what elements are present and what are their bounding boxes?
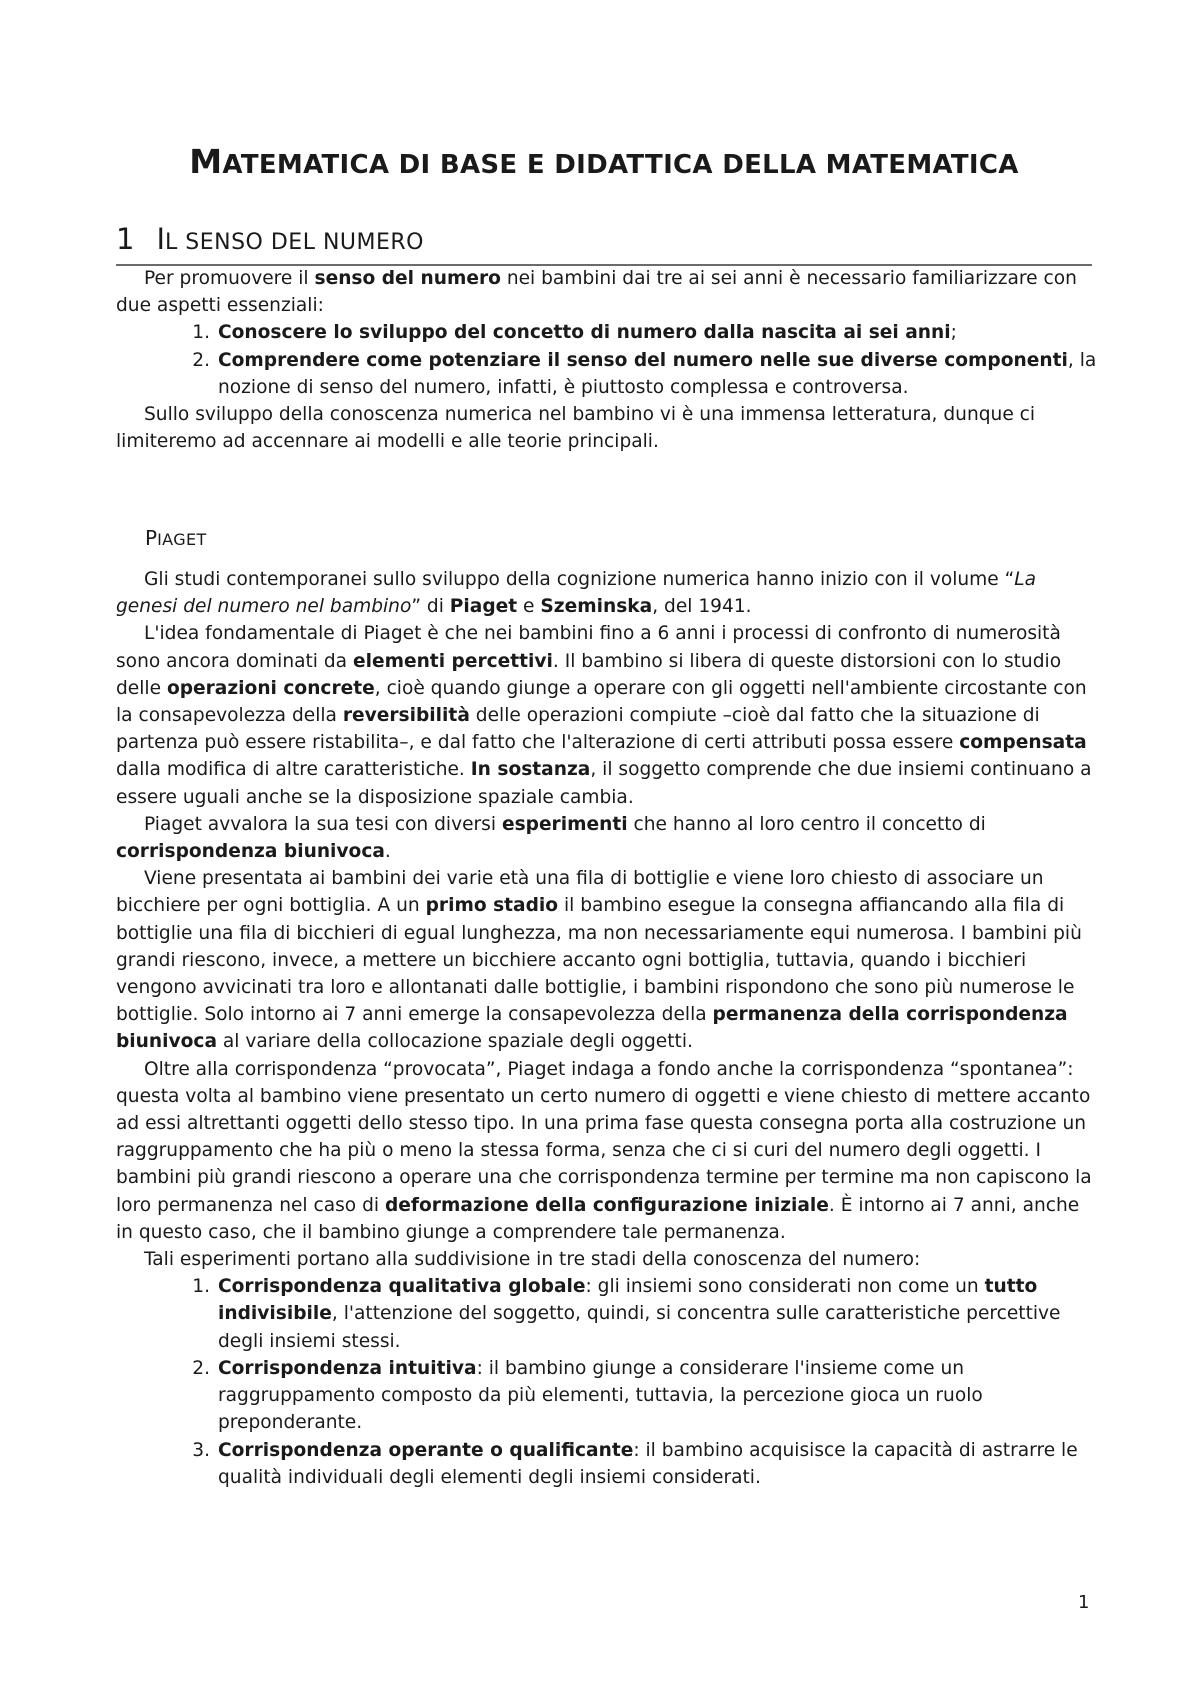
page-number: 1: [1078, 1592, 1090, 1613]
section-number: 1: [116, 222, 135, 256]
list-item: 3. Corrispondenza operante o qualificante: il bambino acquisisce la capacità di astrarre le qualità individuali degli elementi degli insiemi considerati.: [192, 1439, 1078, 1488]
section-title-initial: I: [156, 222, 166, 256]
subsection-heading: PIAGET: [145, 526, 207, 550]
paragraph: Viene presentata ai bambini dei varie età una fila di bottiglie e viene loro chiesto di associare un bicchiere per ogni bottiglia. A un primo stadio il bambino esegue la consegna affiancando alla fila di bottiglie una fila di bicchieri di egual lunghezza, ma non necessariamente equi numerosa. I bambini più grandi riescono, invece, a mettere un bicchiere accanto ogni bottiglia, tuttavia, quando i bicchieri vengono avvicinati tra loro e allontanati dalle bottiglie, i bambini rispondono che sono più numerose le bottiglie. Solo intorno ai 7 anni emerge la consapevolezza della permanenza della corrispondenza biunivoca al variare della collocazione spaziale degli oggetti.: [116, 868, 1082, 1053]
paragraph: Tali esperimenti portano alla suddivisione in tre stadi della conoscenza del numero:: [144, 1249, 921, 1271]
list-item: 1. Conoscere lo sviluppo del concetto di numero dalla nascita ai sei anni;: [192, 322, 957, 344]
intro-paragraph-2: Sullo sviluppo della conoscenza numerica nel bambino vi è una immensa letteratura, dunque ci limiteremo ad accennare ai modelli e alle teorie principali.: [116, 404, 1036, 453]
title-initial: M: [189, 142, 223, 181]
intro-block: [116, 265, 1101, 455]
paragraph: L'idea fondamentale di Piaget è che nei bambini fino a 6 anni i processi di confronto di numerosità sono ancora dominati da elementi percettivi. Il bambino si libera di queste distorsioni con lo studio delle operazioni concrete, cioè quando giunge a operare con gli oggetti nell'ambiente circostante con la consapevolezza della reversibilità delle operazioni compiute –cioè dal fatto che la situazione di partenza può essere ristabilita–, e dal fatto che l'alterazione di certi attributi possa essere compensata dalla modifica di altre caratteristiche. In sostanza, il soggetto comprende che due insiemi continuano a essere uguali anche se la disposizione spaziale cambia.: [116, 623, 1092, 808]
list-item: 2. Comprendere come potenziare il senso del numero nelle sue diverse componenti, la nozione di senso del numero, infatti, è piuttosto complessa e controversa.: [192, 349, 1097, 398]
section-heading: [116, 222, 1092, 266]
stages-list: [116, 1273, 1101, 1491]
paragraph: Gli studi contemporanei sullo sviluppo della cognizione numerica hanno inizio con il volume “La genesi del numero nel bambino” di Piaget e Szeminska, del 1941.: [116, 569, 1037, 618]
aspects-list: [116, 319, 1101, 401]
paragraph: Piaget avvalora la sua tesi con diversi esperimenti che hanno al loro centro il concetto di corrispondenza biunivoca.: [116, 813, 986, 863]
title-rest: ATEMATICA DI BASE E DIDATTICA DELLA MATEMATICA: [222, 150, 1019, 180]
list-item: 2. Corrispondenza intuitiva: il bambino giunge a considerare l'insieme come un raggruppamento composto da più elementi, tuttavia, la percezione gioca un ruolo preponderante.: [192, 1357, 983, 1434]
intro-paragraph: Per promuovere il senso del numero nei bambini dai tre ai sei anni è necessario familiarizzare con due aspetti essenziali:: [116, 268, 1077, 317]
document-title: [116, 142, 1092, 181]
list-item: 1. Corrispondenza qualitativa globale: gli insiemi sono considerati non come un tutto indivisibile, l'attenzione del soggetto, quindi, si concentra sulle caratteristiche percettive degli insiemi stessi.: [192, 1276, 1061, 1352]
section-title-rest: L SENSO DEL NUMERO: [165, 230, 424, 255]
paragraph: Oltre alla corrispondenza “provocata”, Piaget indaga a fondo anche la corrispondenza “spontanea”: questa volta al bambino viene presentato un certo numero di oggetti e viene chiesto di mettere accanto ad essi altrettanti oggetti dello stesso tipo. In una prima fase questa consegna porta alla costruzione un raggruppamento che ha più o meno la stessa forma, senza che ci si curi del numero degli oggetti. I bambini più grandi riescono a operare una che corrispondenza termine per termine ma non capiscono la loro permanenza nel caso di deformazione della configurazione iniziale. È intorno ai 7 anni, anche in questo caso, che il bambino giunge a comprendere tale permanenza.: [116, 1058, 1092, 1243]
piaget-block: [116, 566, 1101, 1491]
